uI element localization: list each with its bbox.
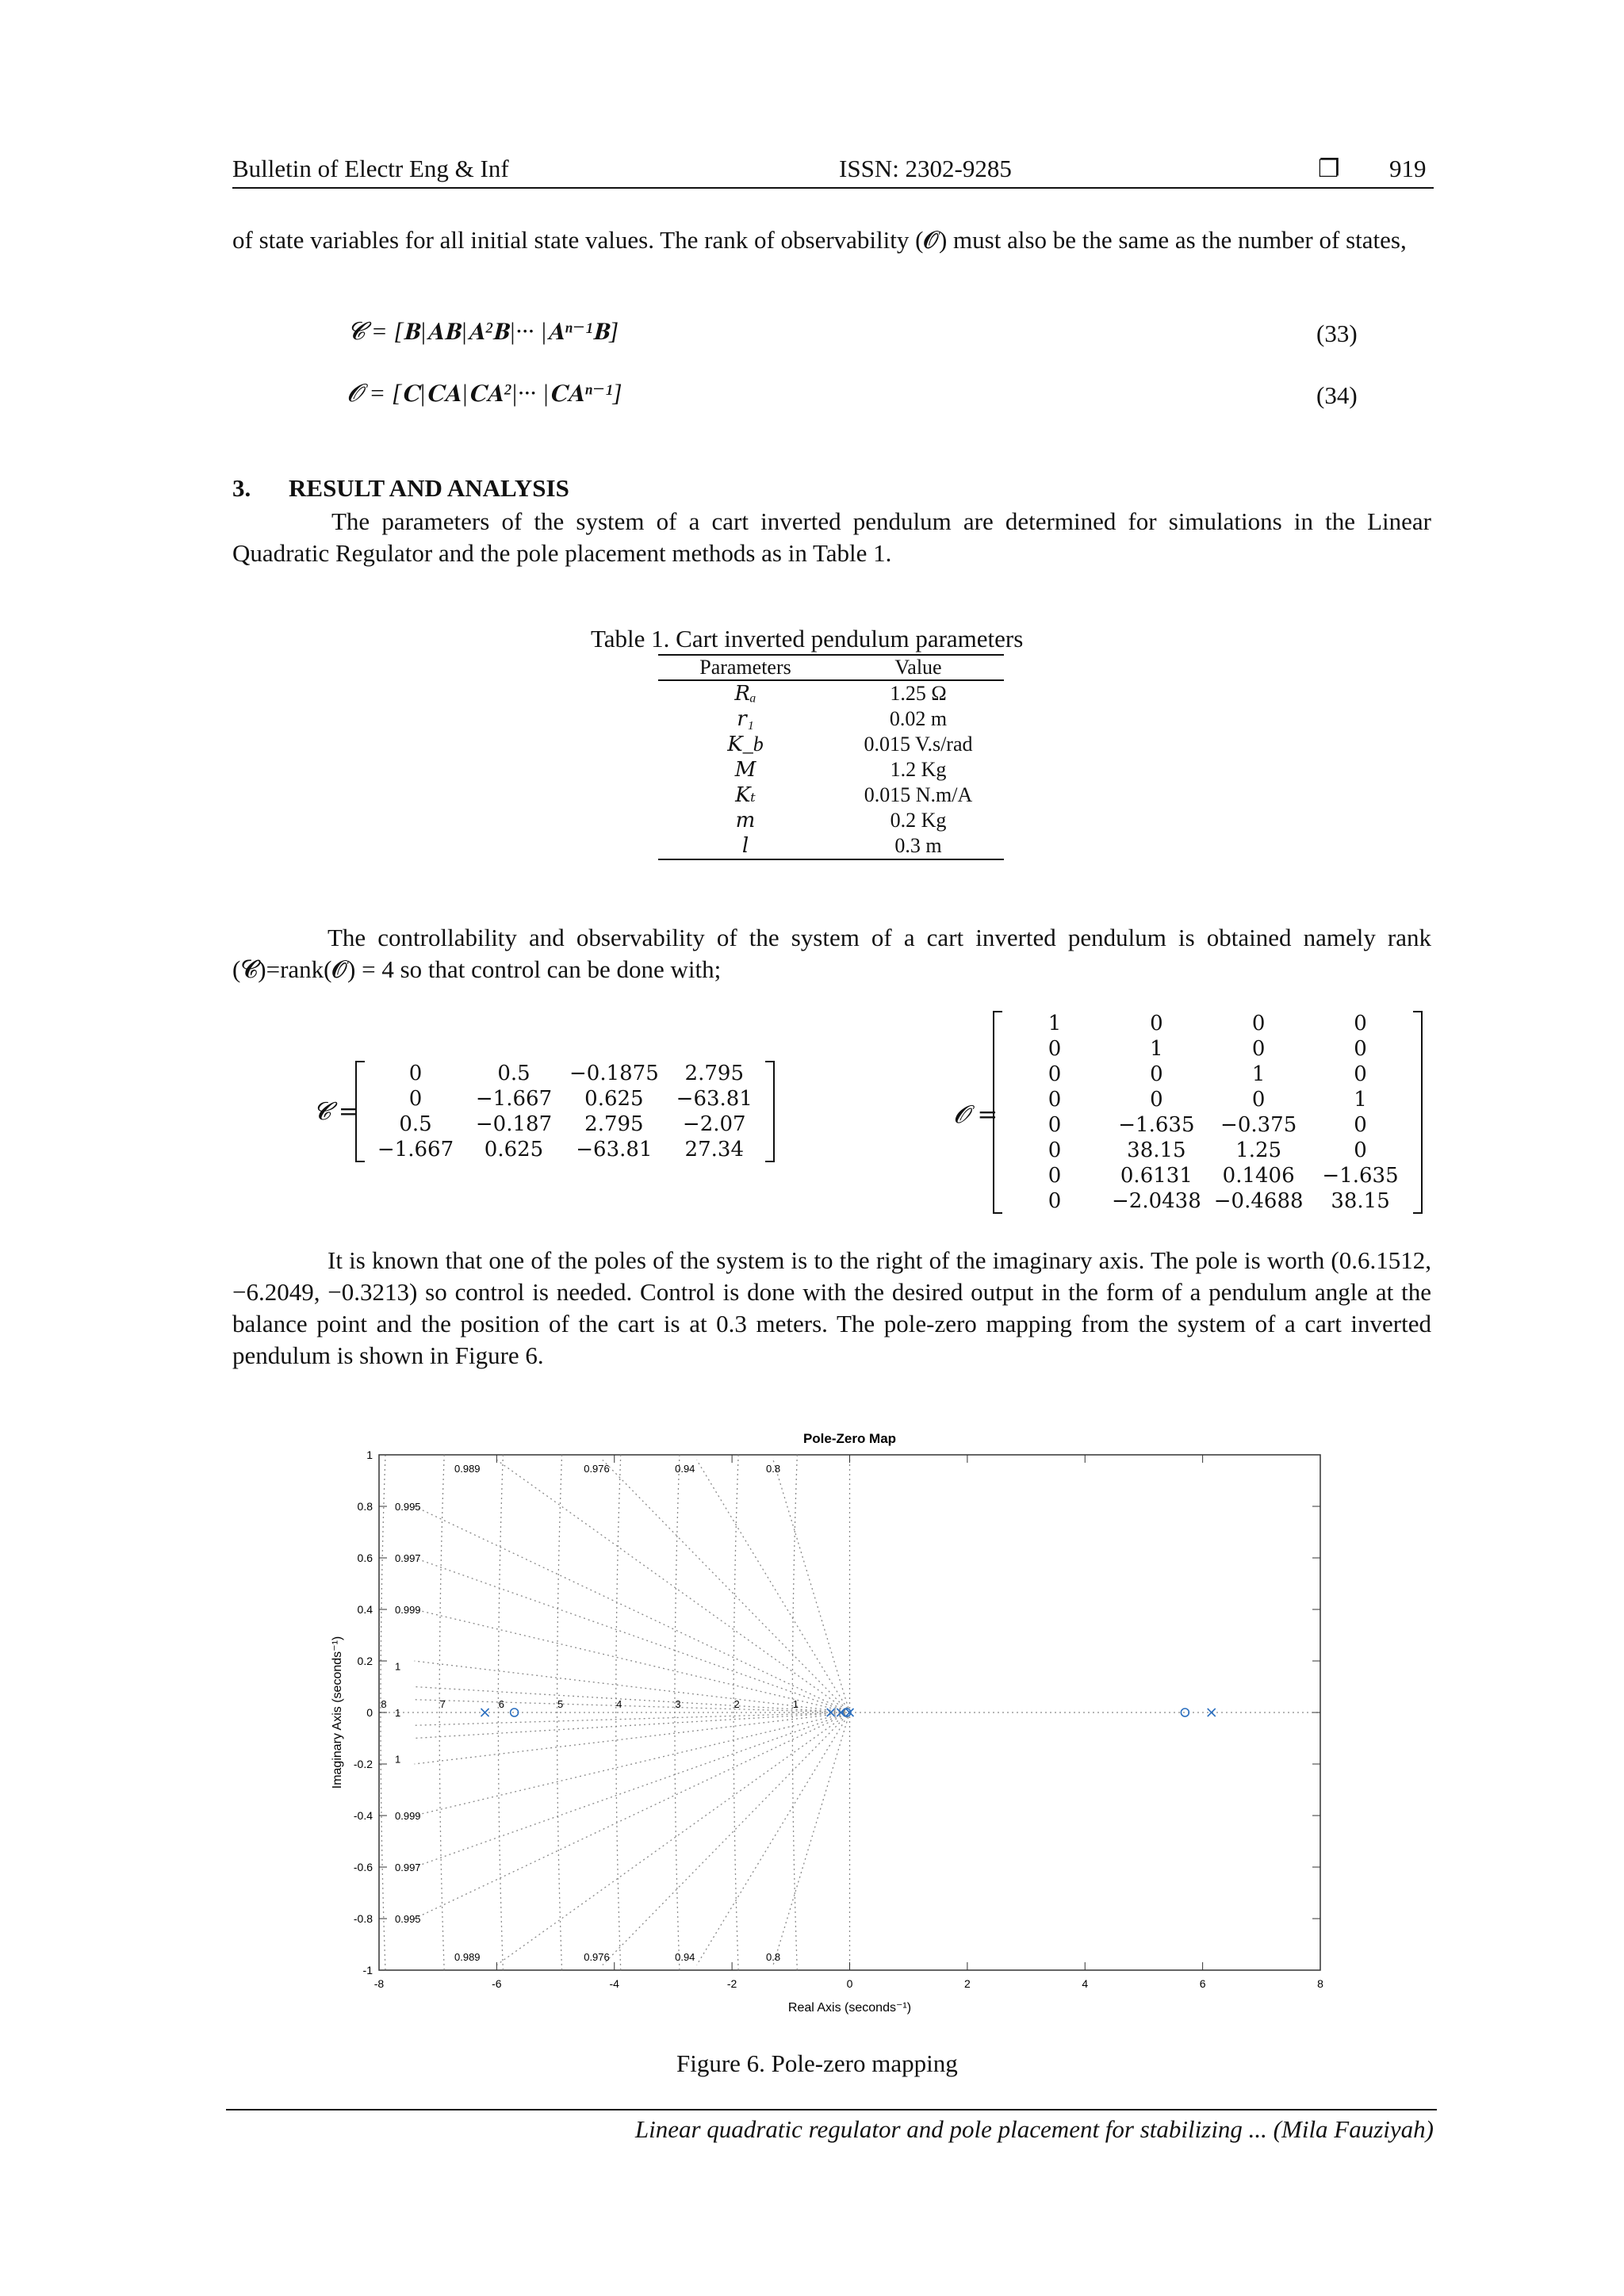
issn: ISSN: 2302-9285 — [839, 155, 1012, 182]
x-tick-label: 4 — [1082, 1977, 1089, 1990]
matrix-c — [355, 1061, 775, 1162]
matrix-cell: 1 — [1150, 1037, 1163, 1061]
matrix-row — [1004, 1036, 1411, 1062]
table-row — [658, 757, 1004, 783]
matrix-cell: 0.625 — [584, 1087, 644, 1111]
matrix-cell: −0.1875 — [569, 1062, 659, 1085]
matrix-cell: 1 — [1048, 1012, 1062, 1035]
matrix-cell: 0 — [1354, 1113, 1367, 1137]
matrix-row — [1004, 1163, 1411, 1188]
y-tick-label: 0.8 — [357, 1500, 373, 1513]
matrix-cell: −1.667 — [377, 1138, 454, 1161]
y-tick-label: 0.4 — [357, 1603, 373, 1616]
matrix-row — [366, 1061, 764, 1086]
x-tick-label: -2 — [726, 1977, 737, 1990]
pole-paragraph: It is known that one of the poles of the system is to the right of the imaginary axis. The pole is worth (0.6.1512, −6.2049, −0.3213) so control is needed. Control is done with the desired output in the form of a pendulum angle at the balance point and the position of the cart is at 0.3 meters. The pole-zero mapping from the system of a cart inverted pendulum is shown in Figure 6. — [232, 1246, 1431, 1369]
param-symbol: 𝑀 — [734, 758, 756, 781]
section-title: RESULT AND ANALYSIS — [289, 474, 569, 502]
matrix-cell: −63.81 — [576, 1138, 653, 1161]
pole-zero-map — [309, 1419, 1340, 2030]
matrix-cell: 0 — [1048, 1088, 1062, 1112]
damping-label-top: 0.94 — [675, 1463, 695, 1475]
frequency-label: 7 — [439, 1698, 446, 1710]
y-tick-label: -0.4 — [353, 1809, 373, 1822]
param-value: 0.015 V.s/rad — [864, 733, 973, 756]
intro-paragraph: of state variables for all initial state values. The rank of observability (𝓞) must also be the same as the number of states, — [232, 226, 1407, 254]
frequency-label: 3 — [675, 1698, 681, 1710]
x-tick-label: 6 — [1199, 1977, 1206, 1990]
matrix-row — [1004, 1087, 1411, 1112]
frequency-label: 8 — [381, 1698, 387, 1710]
matrix-cell: −2.0438 — [1112, 1189, 1201, 1213]
equation-34: 𝓞 = [𝐂|𝐂𝐀|𝐂𝐀²|··· |𝐂𝐀ⁿ⁻¹] — [347, 379, 622, 407]
matrix-cell: 0 — [1354, 1062, 1367, 1086]
matrix-cell: 1 — [1354, 1088, 1367, 1112]
matrix-cell: 0 — [408, 1062, 423, 1085]
matrix-c-label: 𝓒 = — [313, 1097, 359, 1126]
matrix-cell: 0 — [1150, 1088, 1163, 1112]
y-tick-label: 0.2 — [357, 1655, 373, 1667]
matrix-row — [366, 1112, 764, 1137]
matrix-row — [1004, 1011, 1411, 1036]
matrix-row — [1004, 1112, 1411, 1138]
parameters-table — [658, 654, 1004, 860]
matrix-cell: −0.187 — [475, 1112, 553, 1136]
param-value: 1.25 Ω — [890, 682, 947, 705]
controllability-paragraph: The controllability and observability of the system of a cart inverted pendulum is obtained namely rank (𝓒)=rank(𝓞) = 4 so that control can be done with; — [232, 924, 1431, 983]
damping-label-bottom: 0.94 — [675, 1951, 695, 1963]
matrix-cell: −1.635 — [1118, 1113, 1195, 1137]
matrix-cell: 0.1406 — [1222, 1164, 1295, 1188]
matrix-cell: 0.6131 — [1120, 1164, 1193, 1188]
matrix-cell: −0.375 — [1220, 1113, 1297, 1137]
damping-label-left: 0.999 — [395, 1604, 421, 1616]
section-paragraph: The parameters of the system of a cart inverted pendulum are determined for simulations in the Linear Quadratic Regulator and the pole placement methods as in Table 1. — [232, 507, 1431, 567]
damping-label-left: 1 — [395, 1707, 401, 1719]
footer-text: Linear quadratic regulator and pole placement for stabilizing ... (Mila Fauziyah) — [634, 2115, 1434, 2143]
x-tick-label: -6 — [492, 1977, 502, 1990]
chart-title: Pole-Zero Map — [802, 1431, 897, 1446]
x-tick-label: 0 — [846, 1977, 853, 1990]
y-tick-label: 0.6 — [357, 1552, 373, 1564]
matrix-cell: −63.81 — [676, 1087, 753, 1111]
matrix-cell: −1.667 — [475, 1087, 553, 1111]
matrix-cell: 0 — [1048, 1189, 1062, 1213]
matrix-cell: 0 — [408, 1087, 423, 1111]
table-caption: Table 1. Cart inverted pendulum parameters — [591, 625, 1024, 652]
matrix-row — [1004, 1138, 1411, 1163]
x-tick-label: -8 — [373, 1977, 385, 1990]
x-tick-label: 8 — [1317, 1977, 1323, 1990]
matrix-cell: 0 — [1354, 1037, 1367, 1061]
table-row — [658, 833, 1004, 859]
matrix-cell: 2.795 — [584, 1112, 644, 1136]
matrix-cell: 0 — [1048, 1164, 1062, 1188]
param-symbol: 𝐾_b — [727, 733, 764, 756]
section-heading — [232, 474, 569, 503]
damping-label-left: 0.995 — [395, 1501, 421, 1513]
page-number: 919 — [1389, 155, 1427, 182]
x-tick-label: -4 — [609, 1977, 619, 1990]
figure-caption: Figure 6. Pole-zero mapping — [676, 2049, 958, 2077]
damping-label-bottom: 0.976 — [584, 1951, 610, 1963]
damping-label-left: 0.997 — [395, 1862, 421, 1873]
y-tick-label: -0.2 — [353, 1758, 373, 1770]
damping-label-left: 0.999 — [395, 1810, 421, 1822]
matrix-row — [366, 1137, 764, 1162]
frequency-label: 5 — [557, 1698, 564, 1710]
param-value: 1.2 Kg — [890, 758, 947, 781]
matrix-cell: 0 — [1150, 1012, 1163, 1035]
matrix-cell: 27.34 — [684, 1138, 744, 1161]
y-tick-label: -0.8 — [353, 1912, 373, 1925]
param-value: 0.02 m — [889, 707, 948, 730]
y-tick-label: -1 — [362, 1964, 373, 1976]
damping-label-top: 0.8 — [766, 1463, 781, 1475]
matrix-cell: 0 — [1048, 1062, 1062, 1086]
table-row — [658, 808, 1004, 833]
matrix-cell: 2.795 — [684, 1062, 744, 1085]
matrix-cell: 0 — [1354, 1138, 1367, 1162]
header-rule — [232, 187, 1434, 189]
damping-label-top: 0.989 — [454, 1463, 481, 1475]
equation-33-number: (33) — [1316, 320, 1358, 347]
param-symbol: 𝑅ₐ — [734, 682, 756, 705]
matrix-cell: 0 — [1048, 1037, 1062, 1061]
matrix-cell: −0.4688 — [1213, 1189, 1304, 1213]
matrix-cell: 0 — [1251, 1088, 1266, 1112]
table-header-value: Value — [894, 656, 942, 679]
matrix-cell: 0.5 — [497, 1062, 530, 1085]
frequency-label: 4 — [616, 1698, 622, 1710]
matrix-row — [366, 1086, 764, 1112]
y-tick-label: 0 — [366, 1706, 373, 1719]
damping-label-top: 0.976 — [584, 1463, 610, 1475]
damping-label-left: 1 — [395, 1753, 401, 1766]
matrix-cell: 0 — [1048, 1138, 1062, 1162]
box-icon: ❐ — [1318, 155, 1340, 183]
damping-label-left: 0.997 — [395, 1552, 421, 1564]
matrix-cell: −2.07 — [682, 1112, 746, 1136]
frequency-label: 1 — [792, 1698, 799, 1710]
y-tick-label: -0.6 — [353, 1861, 373, 1873]
table-row — [658, 680, 1004, 706]
equation-34-number: (34) — [1316, 381, 1358, 409]
matrix-cell: 1.25 — [1235, 1138, 1282, 1162]
matrix-cell: −1.635 — [1322, 1164, 1399, 1188]
matrix-cell: 38.15 — [1127, 1138, 1186, 1162]
matrix-cell: 0 — [1354, 1012, 1367, 1035]
matrix-cell: 1 — [1251, 1062, 1266, 1086]
journal-name: Bulletin of Electr Eng & Inf — [232, 155, 509, 182]
matrix-cell: 0 — [1251, 1037, 1266, 1061]
matrix-o-label: 𝓞 = — [954, 1100, 998, 1129]
equation-33: 𝓒 = [𝐁|𝐀𝐁|𝐀²𝐁|··· |𝐀ⁿ⁻¹𝐁] — [347, 317, 619, 345]
matrix-cell: 0 — [1048, 1113, 1062, 1137]
x-tick-label: 2 — [963, 1977, 971, 1990]
matrix-cell: 0 — [1251, 1012, 1266, 1035]
matrix-row — [1004, 1062, 1411, 1087]
param-symbol: 𝐾ₜ — [735, 783, 756, 806]
damping-label-bottom: 0.989 — [454, 1951, 481, 1963]
footer-rule — [226, 2109, 1437, 2110]
param-symbol: 𝑚 — [735, 809, 756, 832]
matrix-cell: 0 — [1150, 1062, 1163, 1086]
y-tick-label: 1 — [366, 1448, 373, 1461]
damping-label-bottom: 0.8 — [766, 1951, 781, 1963]
param-value: 0.2 Kg — [890, 809, 947, 832]
matrix-cell: 38.15 — [1331, 1189, 1390, 1213]
matrix-o — [993, 1011, 1423, 1214]
table-row — [658, 732, 1004, 757]
damping-label-left: 0.995 — [395, 1913, 421, 1925]
y-axis-label: Imaginary Axis (seconds⁻¹) — [331, 1636, 344, 1789]
matrix-cell: 0.5 — [399, 1112, 432, 1136]
frequency-label: 6 — [498, 1698, 504, 1710]
damping-label-left: 1 — [395, 1660, 401, 1673]
param-symbol: 𝑙 — [741, 834, 749, 857]
matrix-row — [1004, 1188, 1411, 1214]
table-row — [658, 783, 1004, 808]
param-symbol: 𝑟₁ — [737, 707, 754, 730]
param-value: 0.3 m — [894, 834, 942, 857]
param-value: 0.015 N.m/A — [864, 783, 973, 806]
frequency-label: 2 — [733, 1698, 740, 1710]
x-axis-label: Real Axis (seconds⁻¹) — [787, 2001, 912, 2015]
table-header-parameters: Parameters — [699, 656, 791, 679]
section-number: 3. — [232, 474, 251, 502]
table-row — [658, 706, 1004, 732]
matrix-cell: 0.625 — [484, 1138, 544, 1161]
